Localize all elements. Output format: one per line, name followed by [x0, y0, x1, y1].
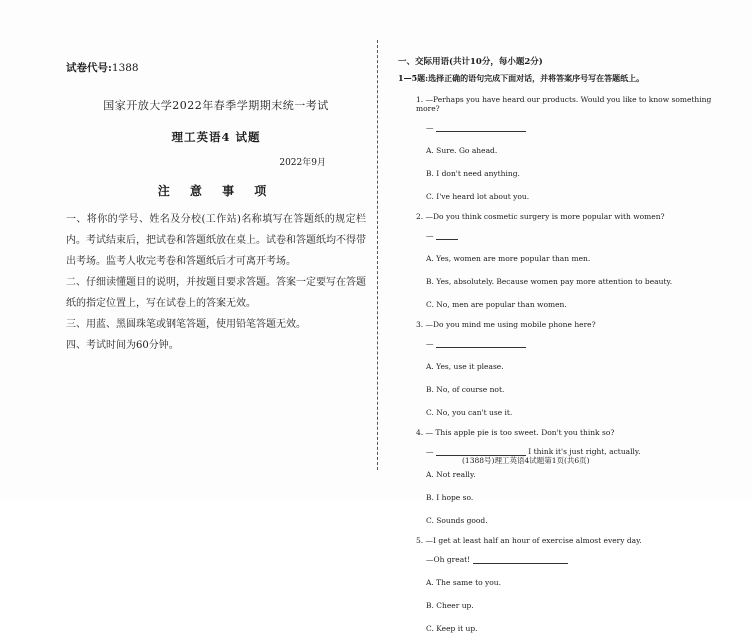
option: B. Cheer up. [426, 601, 474, 610]
question-stem: 5. —I get at least half an hour of exercise almost every day. [416, 536, 642, 545]
option: C. Keep it up. [426, 624, 478, 633]
notice-item: 四、考试时间为60分钟。 [66, 340, 179, 351]
option: C. I've heard lot about you. [426, 192, 530, 201]
exam-date: 2022年9月 [279, 158, 326, 168]
answer-blank [398, 339, 718, 348]
blank-suffix: I think it's just right, actually. [528, 447, 641, 456]
answer-blank [398, 555, 718, 564]
question-stem: 4. — This apple pie is too sweet. Don't you think so? [416, 428, 615, 437]
notice-item: 二、仔细读懂题目的说明，并按题目要求答题。答案一定要写在答题纸的指定位置上，写在试卷上的答案无效。 [66, 277, 366, 309]
paper-code-value: 1388 [111, 62, 139, 74]
paper-code [66, 60, 366, 75]
option: C. No, men are popular than women. [426, 300, 567, 309]
option: B. I hope so. [426, 493, 474, 502]
exam-title: 国家开放大学2022年春季学期期末统一考试 [103, 99, 329, 112]
blank-line [473, 555, 568, 564]
answer-blank [398, 231, 718, 240]
option: A. Yes, women are more popular than men. [426, 254, 591, 263]
blank-prefix: — [426, 231, 434, 240]
question-stem: 2. —Do you think cosmetic surgery is more popular with women? [416, 212, 665, 221]
option: B. Yes, absolutely. Because women pay more attention to beauty. [426, 277, 673, 286]
subject-title: 理工英语4 试题 [171, 130, 261, 144]
option: A. The same to you. [426, 578, 501, 587]
left-column [66, 60, 366, 356]
option: B. I don't need anything. [426, 169, 520, 178]
blank-prefix: — [426, 123, 434, 132]
question-stem: 3. —Do you mind me using mobile phone here? [416, 320, 596, 329]
notice-list [66, 209, 366, 356]
page-footer: (1388号)理工英语4试题第1页(共6页) [462, 456, 590, 465]
section-instruction: 1—5题:选择正确的语句完成下面对话，并将答案序号写在答题纸上。 [398, 73, 645, 83]
option: A. Not really. [426, 470, 476, 479]
option: C. Sounds good. [426, 516, 488, 525]
option: C. No, you can't use it. [426, 408, 513, 417]
notice-item: 一、将你的学号、姓名及分校(工作站)名称填写在答题纸的规定栏内。考试结束后，把试卷和答题纸放在桌上。试卷和答题纸均不得带出考场。监考人收完考卷和答题纸后才可离开考场。 [66, 214, 366, 267]
option: B. No, of course not. [426, 385, 505, 394]
fold-divider [377, 40, 378, 470]
blank-line [436, 231, 458, 240]
answer-blank [398, 123, 718, 132]
paper-code-label: 试卷代号: [66, 62, 112, 74]
blank-prefix: — [426, 447, 434, 456]
option: A. Yes, use it please. [426, 362, 504, 371]
blank-prefix: —Oh great! [426, 555, 471, 564]
blank-prefix: — [426, 339, 434, 348]
section-title: 一、交际用语(共计10分，每小题2分) [398, 57, 543, 67]
notice-item: 三、用蓝、黑圆珠笔或钢笔答题，使用铅笔答题无效。 [66, 319, 306, 330]
question-stem: 1. —Perhaps you have heard our products. Would you like to know something more? [416, 95, 712, 113]
option: A. Sure. Go ahead. [426, 146, 498, 155]
blank-line [436, 123, 526, 132]
blank-line [436, 339, 526, 348]
right-column [398, 55, 718, 633]
notice-title: 注 意 事 项 [157, 184, 275, 198]
